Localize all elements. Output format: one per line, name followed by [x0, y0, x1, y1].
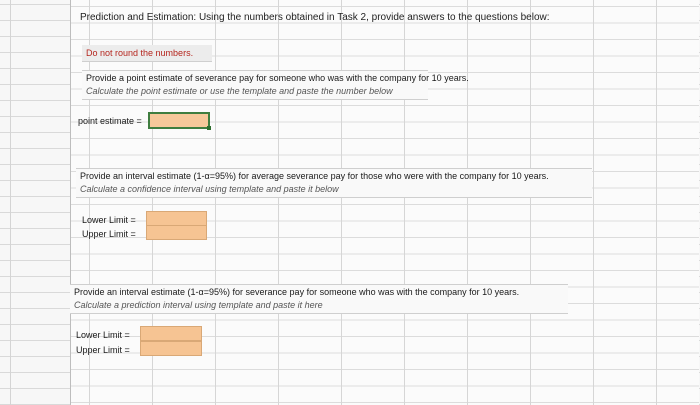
point-estimate-label: point estimate = — [78, 116, 142, 126]
point-estimate-input[interactable] — [148, 112, 210, 129]
q2-lower-limit-input[interactable] — [146, 211, 207, 226]
no-rounding-note: Do not round the numbers. — [86, 48, 194, 58]
q2-hint: Calculate a confidence interval using template and paste it below — [80, 184, 339, 194]
q2-lower-limit-label: Lower Limit = — [82, 215, 136, 225]
q3-lower-limit-label: Lower Limit = — [76, 330, 130, 340]
q3-upper-limit-input[interactable] — [140, 341, 202, 356]
q3-prompt: Provide an interval estimate (1-α=95%) for severance pay for someone who was with the company for 10 years. — [74, 287, 520, 297]
q2-upper-limit-label: Upper Limit = — [82, 229, 136, 239]
page-title: Prediction and Estimation: Using the numbers obtained in Task 2, provide answers to the questions below: — [80, 12, 550, 23]
q1-prompt: Provide a point estimate of severance pay for someone who was with the company for 10 years. — [86, 73, 469, 83]
q1-hint: Calculate the point estimate or use the template and paste the number below — [86, 86, 393, 96]
fill-handle[interactable] — [207, 126, 211, 130]
q2-prompt: Provide an interval estimate (1-α=95%) for average severance pay for those who were with the company for 10 years. — [80, 171, 549, 181]
q3-upper-limit-label: Upper Limit = — [76, 345, 130, 355]
q3-lower-limit-input[interactable] — [140, 326, 202, 341]
q3-hint: Calculate a prediction interval using template and paste it here — [74, 300, 323, 310]
q2-upper-limit-input[interactable] — [146, 225, 207, 240]
